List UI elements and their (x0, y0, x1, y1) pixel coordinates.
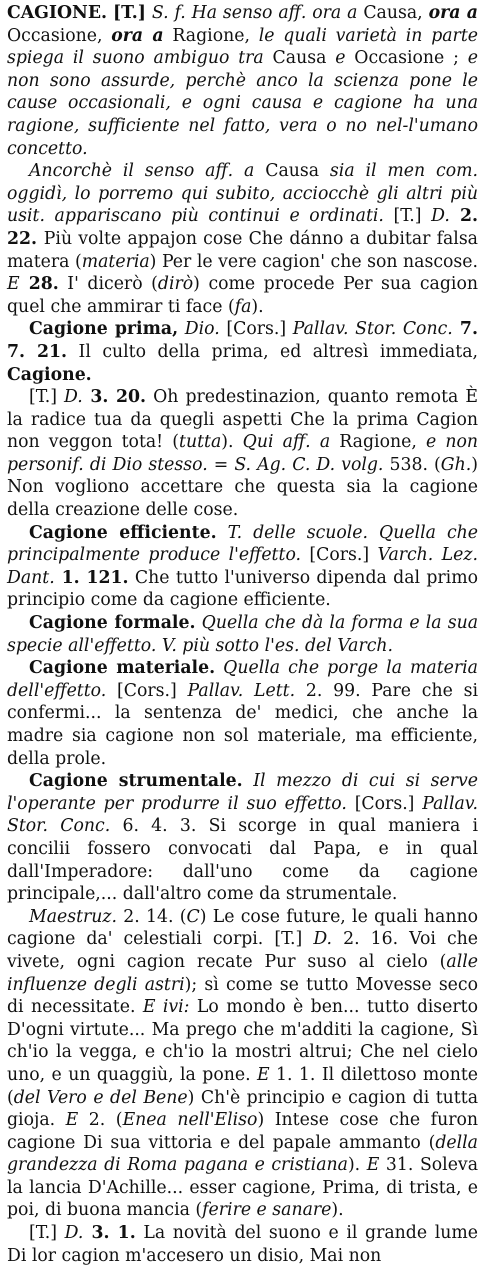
text-run: T. delle scuole. Quella che principalmente produce l'effetto. (7, 522, 478, 566)
text-run: e non sono assurde, perchè anco la scienza pone le cause occasionali, e ogni causa e cagione ha una ragione, sufficiente nel fatto, vera o no nel-l'umano concetto. (7, 48, 478, 159)
text-run: Enea nell'Eliso (122, 1110, 258, 1131)
entry-paragraph (7, 522, 478, 612)
text-run: Qui aff. a (242, 432, 331, 453)
text-run: Si scorge in qual maniera i concilii fossero convocati dal Papa, e in qual dall'Imperadore: dall'uno come da cagione principale,... dall'altro come da strumentale. (7, 816, 479, 905)
text-run: ) Ch'è principio e cagion di tutta gioja. (7, 1087, 479, 1131)
text-run: D. (313, 929, 333, 950)
entry-paragraph (7, 770, 478, 906)
text-run: 538. ( (383, 454, 441, 475)
text-run: e (335, 48, 346, 69)
text-run: 2. 22. (7, 206, 479, 249)
entry-paragraph (7, 612, 478, 657)
text-run: Il dilettoso monte ( (7, 1064, 478, 1108)
text-run: sia il men com. oggidì, lo porremo qui subito, acciocchè gli altri più usit. appariscano più continui e ordinati. (7, 161, 478, 227)
text-run: Pallav. Lett. (187, 680, 296, 701)
text-run: Occasione ; (345, 48, 468, 69)
text-run: ); sì come se tutto Movesse seco di necessitate. (7, 974, 478, 1018)
text-run: e non personif. di Dio stesso. = S. Ag. C. D. volg. (7, 432, 478, 475)
text-run: Dio. (184, 319, 220, 340)
text-run: Causa (254, 161, 330, 182)
text-run: alle influenze degli astri (7, 951, 478, 995)
text-run: 1. 1. (269, 1064, 316, 1085)
text-run: Varch. Lez. Dant. (7, 545, 478, 588)
text-run: [T.] (383, 206, 432, 227)
text-run: ) Non vogliono accettare che questa sia la cagione della creazione delle cose. (7, 454, 478, 521)
text-run: [T.] (29, 387, 65, 408)
text-run: CAGIONE. (7, 3, 108, 23)
text-run: D. (431, 206, 450, 227)
text-run: Causa (263, 48, 336, 69)
text-run: ). (331, 1200, 344, 1221)
text-run: Pallav. Stor. Conc. (292, 319, 453, 340)
text-run: Soleva la lancia D'Achille... esser cagione, Prima, di trista, e poi, di buona mancia ( (7, 1155, 479, 1221)
entry-paragraph (7, 318, 478, 386)
text-run: Pare che si confermi... la sentenza de' medici, che anche la madre sia cagione non sol materiale, ma efficiente, della prole. (7, 680, 478, 769)
text-run: [Cors.] (301, 545, 378, 566)
text-run: dirò (157, 274, 194, 295)
text-run (178, 319, 185, 339)
text-run: 31. (379, 1155, 414, 1176)
text-run: Cagione formale. (29, 613, 196, 634)
text-run: ). (221, 432, 243, 453)
text-run: Lo mondo è ben... tutto diserto D'ogni virtute... Ma prego che m'additi la cagione, Sì ch'io la vegga, e ch'io la mostri altrui; Che nel cielo uno, e un quaggiù, la pone. (7, 997, 479, 1085)
text-run: tutta (179, 432, 222, 453)
text-run: ) Intese cose che furon cagione Di sua vittoria e del papale ammanto ( (7, 1110, 478, 1153)
text-run: ora a (428, 3, 479, 23)
text-run: [T.] (29, 1223, 65, 1244)
text-run: Il culto della prima, ed altresì immediata, (67, 341, 478, 362)
text-run: Ragione, (330, 432, 426, 453)
text-run: ). (347, 1155, 367, 1176)
text-run: Gh. (440, 454, 472, 475)
text-run: ferire e sanare (202, 1200, 332, 1221)
text-run: 2. 16. (332, 929, 399, 950)
text-run: Voi che vivete, ogni cagion recate Pur suso al cielo ( (7, 929, 478, 972)
text-run: [T.] (112, 3, 146, 23)
text-run (243, 771, 254, 791)
text-run: della grandezza di Roma pagana e cristiana (7, 1132, 478, 1176)
text-run: Cagione prima, (29, 319, 179, 340)
text-run: 1. 121. (54, 567, 129, 588)
text-run: Che tutto l'universo dipenda dal primo principio come da cagione efficiente. (7, 567, 478, 611)
text-run (217, 523, 228, 543)
text-run: Il mezzo di cui si serve l'operante per produrre il suo effetto. (7, 771, 478, 814)
text-run: ) Per le vere cagion' che son nascose. (149, 251, 479, 272)
text-run: fa (234, 296, 252, 317)
text-run: Cagione strumentale. (29, 771, 243, 792)
text-run: del Vero e del Bene (13, 1087, 188, 1108)
text-run: E (7, 274, 20, 295)
text-run: Quella che porge la materia dell'effetto. (7, 658, 478, 701)
entry-paragraph (7, 386, 478, 522)
text-run: Più volte appajon cose Che dánno a dubitar falsa matera ( (7, 228, 478, 272)
text-run: E (366, 1155, 380, 1176)
text-run: I' dicerò ( (58, 274, 158, 295)
text-run: La novità del suono e il grande lume Di lor cagion m'accesero un disio, Mai non (7, 1223, 478, 1266)
text-run: Causa, (357, 3, 429, 23)
text-run: 2. 14. ( (117, 906, 187, 927)
text-run: [Cors.] (346, 793, 423, 814)
text-run: Cagione materiale. (29, 658, 216, 679)
text-run: 3. 1. (83, 1223, 136, 1244)
text-run: materia (81, 251, 150, 272)
text-run: Occasione, (7, 25, 112, 46)
text-run: 2. ( (78, 1110, 123, 1131)
text-run (215, 658, 223, 678)
entry-paragraph (7, 1222, 478, 1267)
text-run: ora a (111, 25, 164, 46)
text-run: D. (64, 1223, 84, 1244)
text-run: 28. (19, 274, 59, 295)
text-run: ) Le cose future, le quali hanno cagione da' celestiali corpi. [T.] (7, 906, 478, 950)
text-run: [Cors.] (219, 319, 293, 340)
text-run: Quella che dà la forma e la sua specie all'effetto. V. più sotto l'es. del Varch. (7, 613, 478, 656)
text-run: Oh predestinazion, quanto remota È la radice tua da quegli aspetti Che la prima Cagion non veggon tota! ( (7, 387, 478, 453)
text-run: ). (251, 296, 264, 317)
text-run: D. (64, 387, 83, 408)
text-run: ) come procede Per sua cagion quel che ammirar ti face ( (7, 274, 478, 317)
text-run: E ivi: (142, 997, 190, 1018)
entry-paragraph (7, 160, 478, 318)
text-run: E (65, 1110, 79, 1131)
entry-headword-paragraph (7, 2, 478, 160)
text-run: 7. 7. 21. (7, 319, 478, 362)
text-run: S. f. Ha senso aff. ora a (151, 3, 358, 23)
text-run: 3. 20. (82, 387, 147, 408)
entry-paragraph (7, 657, 478, 770)
text-run: C (186, 906, 200, 927)
text-run: 2. 99. (295, 680, 361, 701)
text-run: Cagione. (7, 364, 92, 385)
text-run: 6. 4. 3. (110, 816, 197, 837)
entry-paragraph (7, 906, 478, 1222)
text-run: Cagione efficiente. (29, 522, 217, 543)
text-run: Pallav. Stor. Conc. (7, 793, 478, 837)
text-run: E (257, 1064, 270, 1085)
text-run: Maestruz. (29, 906, 118, 927)
text-run: [Cors.] (106, 680, 188, 701)
text-run: Ancorchè il senso aff. a (29, 161, 255, 182)
text-run: Ragione, (163, 25, 259, 46)
text-run: le quali varietà in parte spiega il suono ambiguo tra (7, 25, 478, 69)
